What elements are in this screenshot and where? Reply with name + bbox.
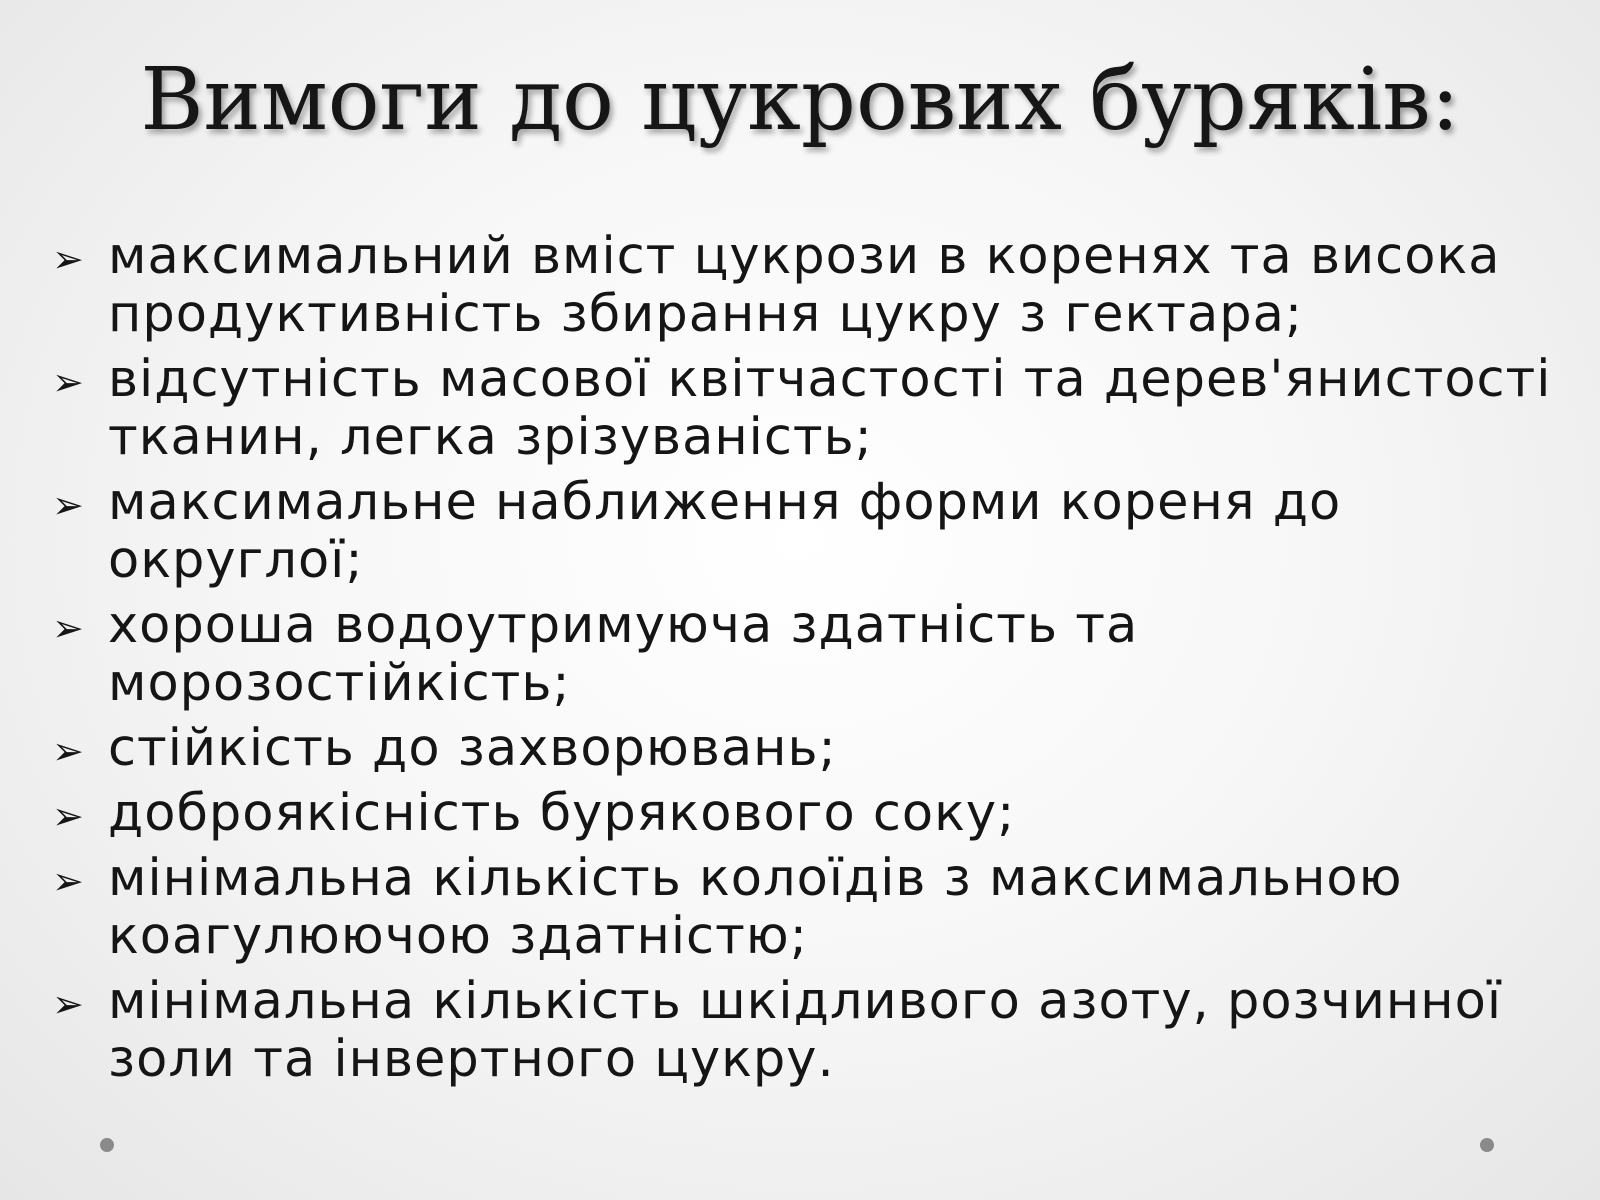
list-item (52, 351, 1552, 467)
list-item (52, 720, 1552, 778)
list-item (52, 850, 1552, 966)
bullet-text: стійкість до захворювань; (108, 719, 837, 778)
bullet-text: хороша водоутримуюча здатність та морозостійкість; (108, 596, 1139, 713)
arrow-bullet-icon: ➢ (52, 729, 85, 773)
slide-title: Вимоги до цукрових буряків: (140, 50, 1460, 150)
decor-dot-right (1480, 1138, 1494, 1152)
bullet-text: відсутність масової квітчастості та дерев'янистості тканин, легка зрізуваність; (108, 350, 1552, 467)
bullet-text: мінімальна кількість шкідливого азоту, розчинної золи та інвертного цукру. (108, 972, 1502, 1089)
list-item (52, 785, 1552, 843)
list-item (52, 228, 1552, 344)
arrow-bullet-icon: ➢ (52, 982, 85, 1026)
list-item (52, 973, 1552, 1089)
arrow-bullet-icon: ➢ (52, 606, 85, 650)
arrow-bullet-icon: ➢ (52, 794, 85, 838)
arrow-bullet-icon: ➢ (52, 360, 85, 404)
bullet-list (52, 228, 1552, 1096)
list-item (52, 597, 1552, 713)
bullet-text: максимальне наближення форми кореня до округлої; (108, 473, 1342, 590)
bullet-text: доброякісність бурякового соку; (108, 784, 1016, 843)
arrow-bullet-icon: ➢ (52, 237, 85, 281)
list-item (52, 474, 1552, 590)
arrow-bullet-icon: ➢ (52, 859, 85, 903)
bullet-text: мінімальна кількість колоїдів з максимальною коагулюючою здатністю; (108, 849, 1403, 966)
decor-dot-left (100, 1138, 114, 1152)
arrow-bullet-icon: ➢ (52, 483, 85, 527)
bullet-text: максимальний вміст цукрози в коренях та висока продуктивність збирання цукру з гектара; (108, 227, 1501, 344)
